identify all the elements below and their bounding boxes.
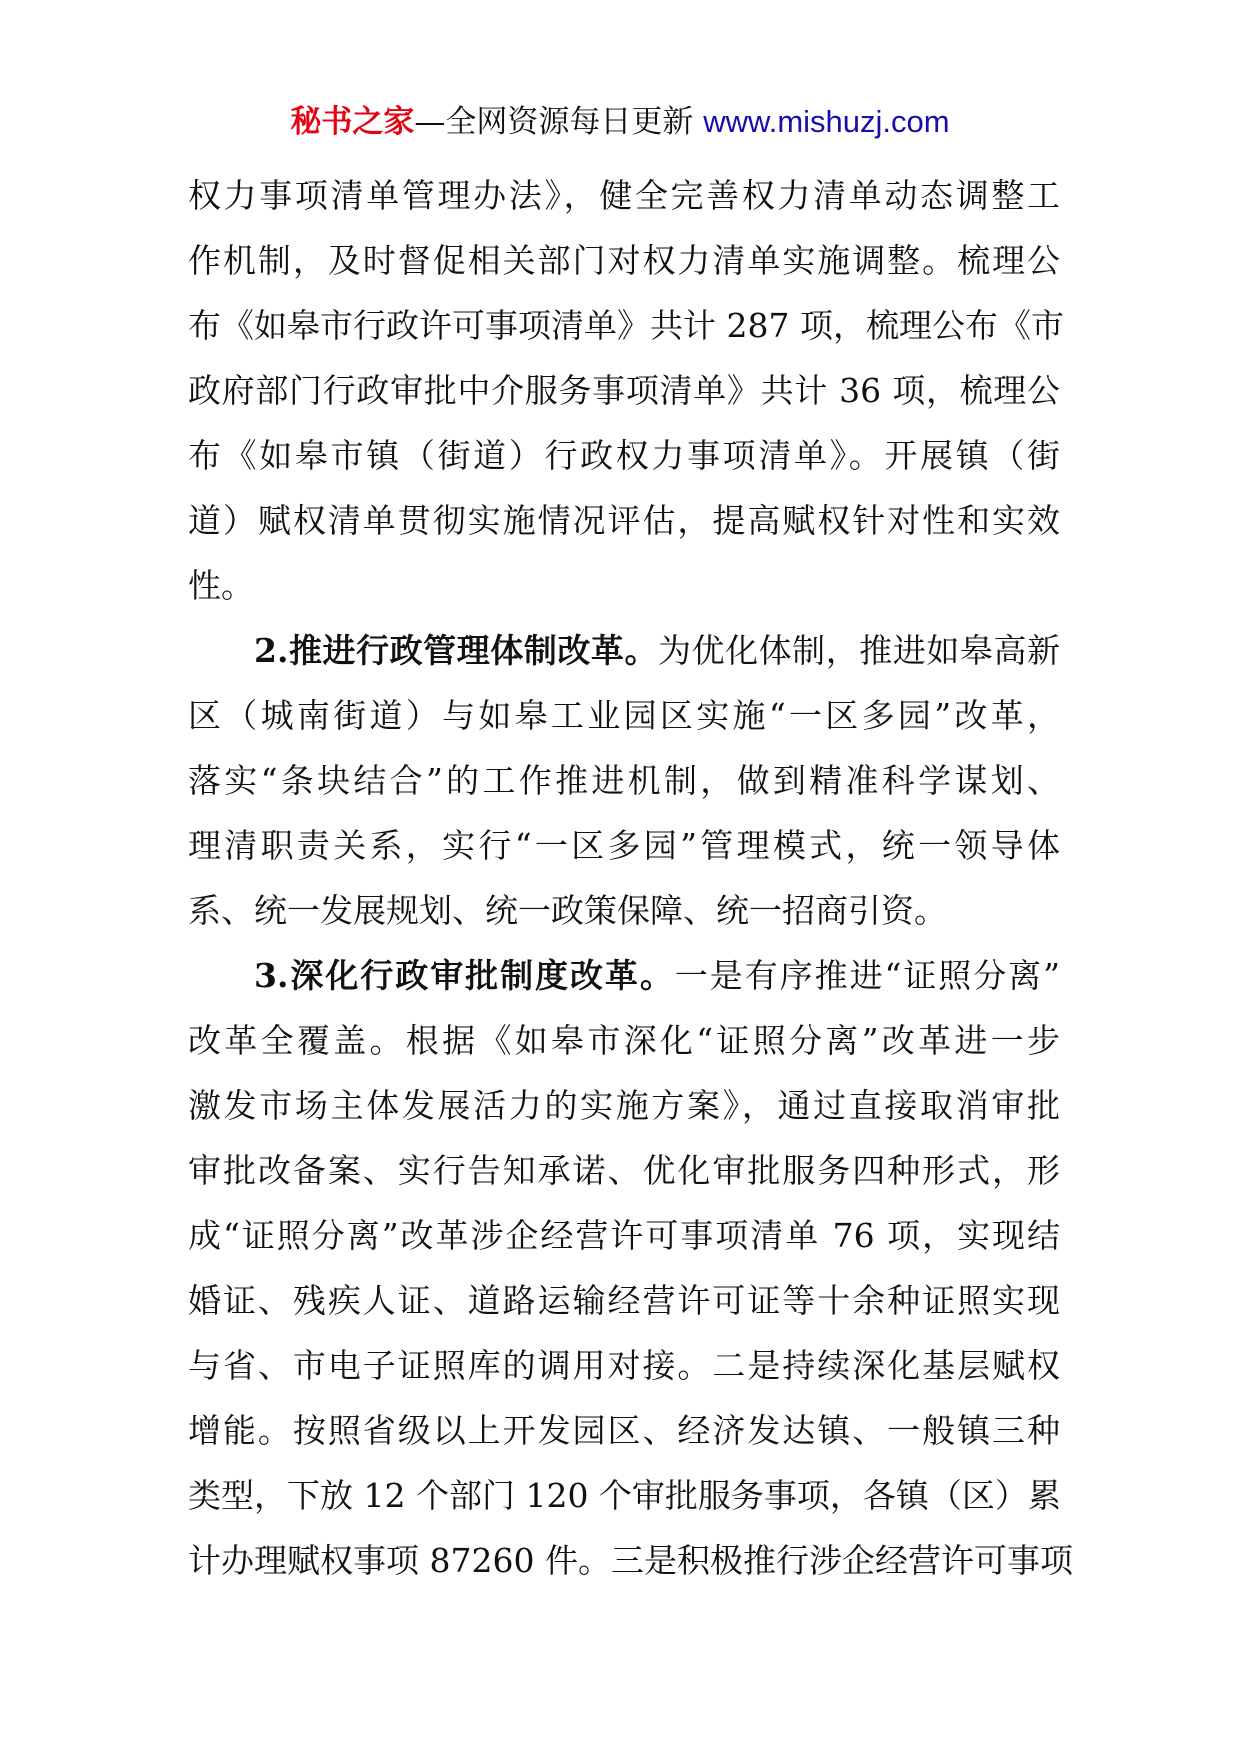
header-tagline: —全网资源每日更新 xyxy=(414,104,704,140)
text-line: 与省、市电子证照库的调用对接。二是持续深化基层赋权 xyxy=(188,1346,1060,1385)
text-line: 系、统一发展规划、统一政策保障、统一招商引资。 xyxy=(188,891,947,930)
text-line: 成“证照分离”改革涉企经营许可事项清单 76 项，实现结 xyxy=(188,1216,1060,1255)
text-line: 作机制，及时督促相关部门对权力清单实施调整。梳理公 xyxy=(188,241,1060,280)
document-body xyxy=(188,163,1073,1593)
text-line: 布《如皋市行政许可事项清单》共计 287 项，梳理公布《市 xyxy=(188,306,1064,345)
section-heading: 2.推进行政管理体制改革。 xyxy=(254,631,658,670)
text-line: 类型，下放 12 个部门 120 个审批服务事项，各镇（区）累 xyxy=(188,1476,1061,1515)
section-heading-line xyxy=(188,618,1060,683)
text-line: 改革全覆盖。根据《如皋市深化“证照分离”改革进一步 xyxy=(188,1021,1060,1060)
section-text: 为优化体制，推进如皋高新 xyxy=(658,631,1061,670)
text-line: 区（城南街道）与如皋工业园区实施“一区多园”改革， xyxy=(188,696,1060,735)
text-line: 激发市场主体发展活力的实施方案》，通过直接取消审批 xyxy=(188,1086,1060,1125)
header-url[interactable]: www.mishuzj.com xyxy=(703,104,950,139)
text-line: 布《如皋市镇（街道）行政权力事项清单》。开展镇（街 xyxy=(188,436,1060,475)
text-line: 权力事项清单管理办法》，健全完善权力清单动态调整工 xyxy=(188,176,1060,215)
section-heading: 3.深化行政审批制度改革。 xyxy=(254,956,675,995)
brand-name: 秘书之家 xyxy=(290,104,415,140)
text-line: 政府部门行政审批中介服务事项清单》共计 36 项，梳理公 xyxy=(188,371,1060,410)
site-header xyxy=(0,100,1240,144)
text-line: 性。 xyxy=(188,566,254,605)
text-line: 落实“条块结合”的工作推进机制，做到精准科学谋划、 xyxy=(188,761,1060,800)
section-heading-line xyxy=(188,943,1060,1008)
text-line: 婚证、残疾人证、道路运输经营许可证等十余种证照实现 xyxy=(188,1281,1060,1320)
text-line: 审批改备案、实行告知承诺、优化审批服务四种形式，形 xyxy=(188,1151,1060,1190)
text-line: 增能。按照省级以上开发园区、经济发达镇、一般镇三种 xyxy=(188,1411,1060,1450)
section-text: 一是有序推进“证照分离” xyxy=(674,956,1060,995)
text-line: 道）赋权清单贯彻实施情况评估，提高赋权针对性和实效 xyxy=(188,501,1060,540)
text-line: 计办理赋权事项 87260 件。三是积极推行涉企经营许可事项 xyxy=(188,1541,1073,1580)
text-line: 理清职责关系，实行“一区多园”管理模式，统一领导体 xyxy=(188,826,1060,865)
